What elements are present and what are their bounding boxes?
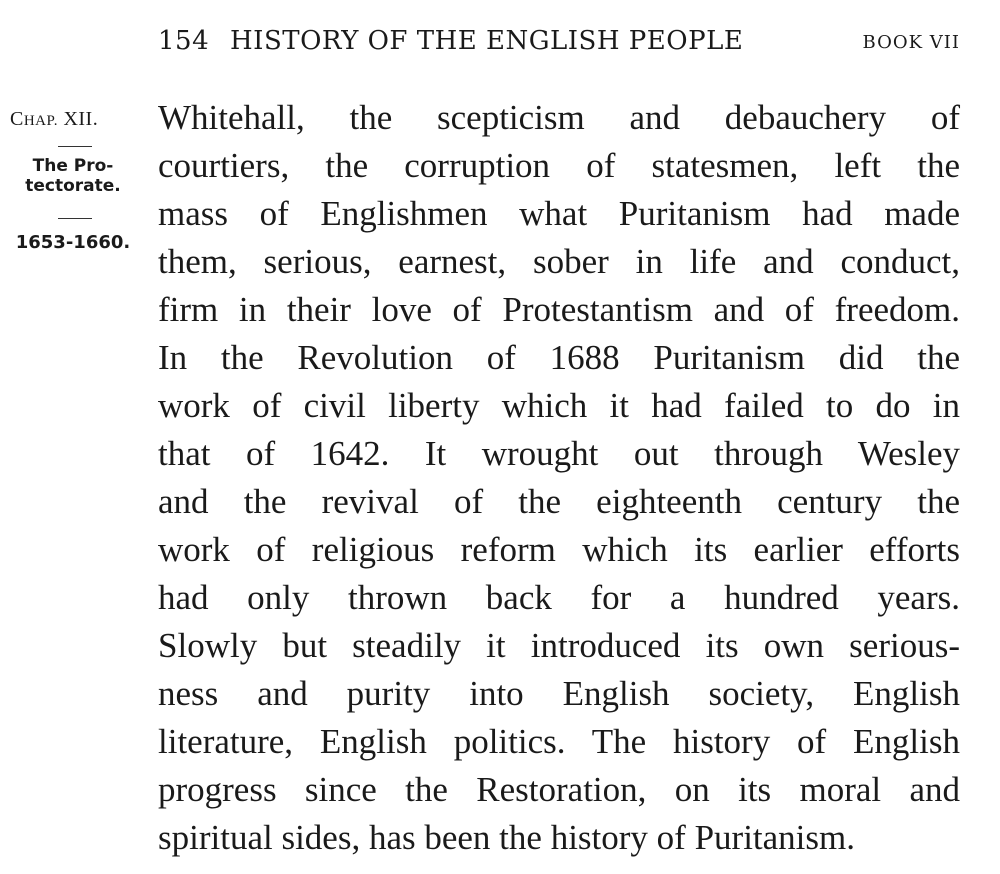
text-line: courtiers, the corruption of statesmen, left the [158,146,960,185]
chapter-word: HAP. [23,113,58,129]
book-label: BOOK VII [862,32,960,53]
text-line: had only thrown back for a hundred years. [158,578,960,617]
text-line: literature, English politics. The history of English [158,722,960,761]
text-line: work of civil liberty which it had failed to do in [158,386,960,425]
chapter-label [10,108,150,131]
body-text [158,94,960,862]
text-line: progress since the Restoration, on its moral and [158,770,960,809]
text-line: Slowly but steadily it introduced its own serious- [158,626,960,665]
margin-topic-line-2: tectorate. [25,176,121,196]
margin-rule-top [58,146,92,147]
text-line: spiritual sides, has been the history of Puritanism. [158,818,855,857]
margin-topic [8,156,138,196]
margin-topic-line-1: The Pro- [32,156,114,176]
running-head [158,22,960,62]
text-line: Whitehall, the scepticism and debauchery of [158,98,960,137]
text-line: them, serious, earnest, sober in life and conduct, [158,242,960,281]
text-line: In the Revolution of 1688 Puritanism did the [158,338,960,377]
chapter-prefix: C [10,108,24,130]
page-number: 154 [158,26,210,56]
text-line: ness and purity into English society, English [158,674,960,713]
chapter-number: XII. [63,108,99,130]
text-line: work of religious reform which its earlier efforts [158,530,960,569]
text-line: mass of Englishmen what Puritanism had made [158,194,960,233]
text-line: that of 1642. It wrought out through Wesley [158,434,960,473]
text-line: firm in their love of Protestantism and of freedom. [158,290,960,329]
margin-dates: 1653-1660. [15,232,131,253]
margin-rule-middle [58,218,92,219]
text-line: and the revival of the eighteenth century the [158,482,960,521]
running-title: HISTORY OF THE ENGLISH PEOPLE [230,26,744,56]
